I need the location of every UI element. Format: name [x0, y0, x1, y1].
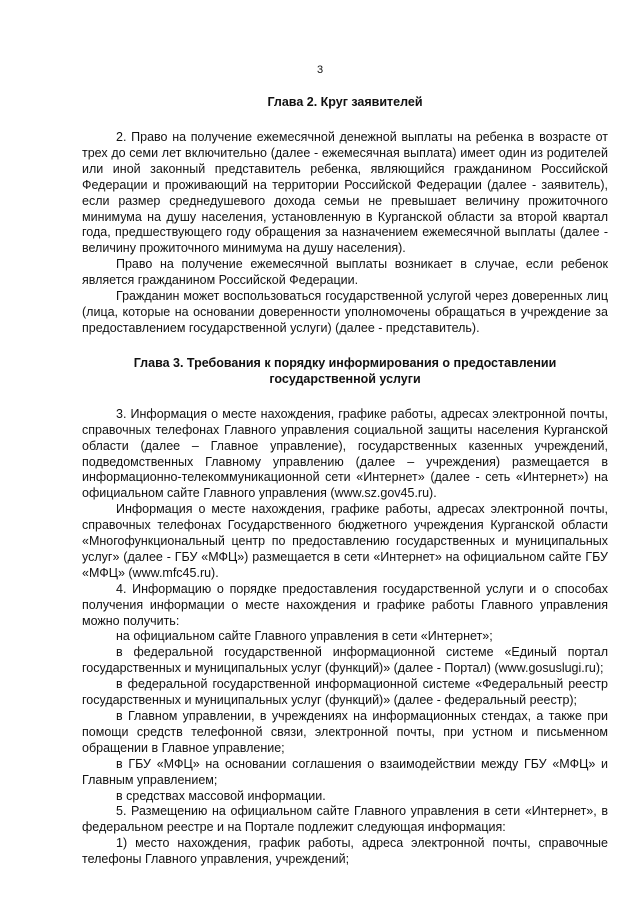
list-item: в ГБУ «МФЦ» на основании соглашения о взаимодействии между ГБУ «МФЦ» и Главным управлением; — [82, 756, 608, 787]
paragraph: 3. Информация о месте нахождения, графике работы, адресах электронной почты, справочных телефонах Главного управления социальной защиты населения Курганской области (далее – Главное управление), государственных казенных учреждений, подведомственных Главному управлению (далее – учреждения) размещается в информационно-телекоммуникационной сети «Интернет» (далее - сеть «Интернет») на официальном сайте Главного управления (www.sz.gov45.ru). — [82, 406, 608, 501]
paragraph: 4. Информацию о порядке предоставления государственной услуги и о способах получения информации о месте нахождения и графике работы Главного управления можно получить: — [82, 581, 608, 628]
list-item: в Главном управлении, в учреждениях на информационных стендах, а также при помощи средств телефонной связи, электронной почты, при устном и письменном обращении в Главное управление; — [82, 709, 608, 755]
chapter-2-heading: Глава 2. Круг заявителей — [267, 95, 423, 109]
chapter-3-heading-line-1: Глава 3. Требования к порядку информирования о предоставлении — [133, 355, 557, 370]
list-item: в федеральной государственной информационной системе «Федеральный реестр государственных и муниципальных услуг (функций)» (далее - федеральный реестр); — [82, 677, 608, 708]
paragraph: 5. Размещению на официальном сайте Главного управления в сети «Интернет», в федеральном реестре и на Портале подлежит следующая информация: — [82, 804, 608, 835]
list-item: 1) место нахождения, график работы, адреса электронной почты, справочные телефоны Главного управления, учреждений; — [82, 836, 608, 867]
paragraph: 2. Право на получение ежемесячной денежной выплаты на ребенка в возрасте от трех до семи лет включительно (далее - ежемесячная выплата) имеет один из родителей или иной законный представитель ребенка, являющийся гражданином Российской Федерации и проживающий на территории Российской Федерации (далее - заявитель), если размер среднедушевого дохода семьи не превышает величину прожиточного минимума на душу населения, установленную в Курганской области за второй квартал года, предшествующего году обращения за назначением ежемесячной выплаты (далее - величину прожиточного минимума на душу населения). — [82, 130, 608, 256]
paragraph: Право на получение ежемесячной выплаты возникает в случае, если ребенок является гражданином Российской Федерации. — [82, 257, 608, 288]
paragraph: Информация о месте нахождения, графике работы, адресах электронной почты, справочных телефонах Государственного бюджетного учреждения Курганской области «Многофункциональный центр по предоставлению государственных и муниципальных услуг» (далее - ГБУ «МФЦ») размещается в сети «Интернет» на официальном сайте ГБУ «МФЦ» (www.mfc45.ru). — [82, 502, 608, 580]
list-item: в федеральной государственной информационной системе «Единый портал государственных и муниципальных услуг (функций)» (далее - Портал) (www.gosuslugi.ru); — [82, 645, 608, 676]
chapter-3-heading — [82, 355, 608, 387]
chapter-3-heading-line-2: государственной услуги — [269, 371, 421, 386]
list-item: на официальном сайте Главного управления в сети «Интернет»; — [116, 629, 493, 644]
paragraph: Гражданин может воспользоваться государственной услугой через доверенных лиц (лица, которые на основании доверенности уполномочены обращаться в учреждение за предоставлением государственной услуги) (далее - представитель). — [82, 289, 608, 335]
chapter-3 — [82, 355, 608, 868]
chapter-2 — [82, 94, 608, 337]
page-number: 3 — [316, 64, 324, 76]
list-item: в средствах массовой информации. — [116, 788, 326, 803]
